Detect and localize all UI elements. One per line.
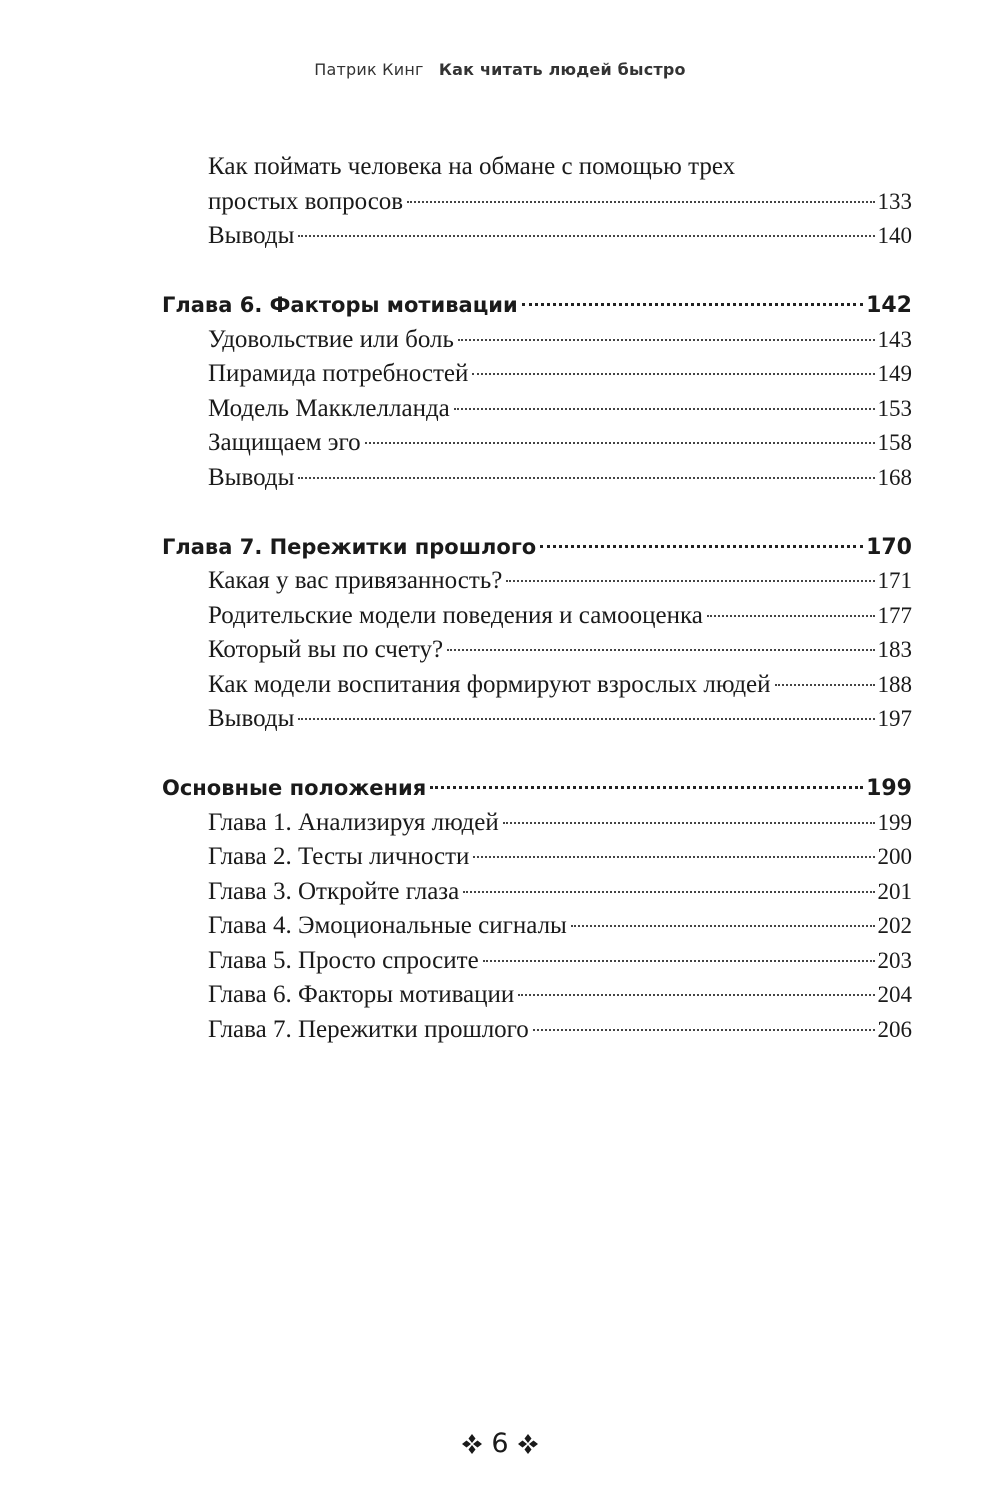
toc-entry[interactable] — [162, 323, 912, 358]
toc-entry[interactable] — [162, 978, 912, 1013]
dot-leader — [506, 580, 874, 582]
toc-entry-title: Глава 6. Факторы мотивации — [208, 981, 515, 1008]
toc-entry-title: Выводы — [208, 705, 295, 732]
toc-entry-page: 133 — [877, 188, 912, 214]
toc-entry[interactable] — [162, 702, 912, 737]
toc-entry-page: 188 — [877, 671, 912, 697]
toc-entry-page: 140 — [877, 223, 912, 248]
toc-entry-page: 202 — [877, 913, 912, 938]
page-folio — [0, 1428, 1000, 1459]
toc-entry-page: 158 — [877, 430, 912, 455]
dot-leader — [518, 994, 874, 996]
toc-entry-page: 203 — [877, 947, 912, 973]
dot-leader — [447, 649, 874, 651]
toc-entry-title: Выводы — [208, 222, 295, 249]
toc-entry-page: 200 — [877, 844, 912, 869]
toc-entry-page: 197 — [877, 706, 912, 731]
dot-leader — [522, 303, 863, 306]
toc-entry-title: Защищаем эго — [208, 429, 361, 456]
table-of-contents — [162, 150, 912, 1047]
toc-entry-title: Глава 5. Просто спросите — [208, 946, 479, 974]
toc-entry[interactable] — [162, 668, 912, 703]
toc-entry[interactable] — [162, 564, 912, 599]
page-number: 6 — [491, 1428, 509, 1459]
toc-entry[interactable] — [162, 633, 912, 668]
toc-entry[interactable] — [162, 392, 912, 427]
dot-leader — [458, 339, 875, 341]
running-head — [0, 60, 1000, 79]
dot-leader — [454, 408, 875, 410]
toc-entry-page: 149 — [877, 361, 912, 386]
dot-leader — [707, 615, 875, 617]
section-gap — [162, 495, 912, 530]
toc-entry-page: 204 — [877, 982, 912, 1007]
toc-entry-title: Глава 7. Пережитки прошлого — [208, 1015, 529, 1043]
toc-entry-title: Пирамида потребностей — [208, 360, 469, 387]
toc-entry-page: 143 — [877, 326, 912, 352]
toc-entry-title: Глава 4. Эмоциональные сигналы — [208, 912, 567, 939]
dot-leader — [775, 684, 875, 686]
toc-chapter-page: 142 — [866, 293, 912, 318]
dot-leader — [298, 477, 874, 479]
toc-entry-page: 153 — [877, 395, 912, 421]
running-head-book-title: Как читать людей быстро — [438, 60, 686, 79]
toc-entry-title: Выводы — [208, 463, 295, 491]
toc-entry-title: Какая у вас привязанность? — [208, 567, 503, 594]
dot-leader — [298, 718, 874, 720]
toc-chapter-title: Глава 6. Факторы мотивации — [162, 293, 518, 317]
toc-chapter-heading[interactable] — [162, 771, 912, 806]
toc-entry[interactable] — [162, 599, 912, 634]
toc-entry-page: 199 — [877, 809, 912, 835]
toc-entry-page: 183 — [877, 637, 912, 662]
four-diamond-ornament-icon — [461, 1433, 483, 1455]
toc-entry-page: 206 — [877, 1016, 912, 1042]
section-gap — [162, 737, 912, 772]
dot-leader — [503, 822, 875, 824]
toc-chapter-page: 199 — [866, 776, 912, 801]
dot-leader — [473, 856, 874, 858]
toc-entry-page: 171 — [877, 568, 912, 593]
dot-leader — [472, 373, 874, 375]
section-gap — [162, 254, 912, 289]
toc-entry-first-line: Как поймать человека на обмане с помощью трех — [208, 153, 736, 180]
toc-chapter-title: Основные положения — [162, 776, 427, 800]
toc-entry[interactable] — [162, 357, 912, 392]
toc-entry-title: Модель Макклелланда — [208, 394, 450, 422]
four-diamond-ornament-icon — [517, 1433, 539, 1455]
toc-entry-title: Глава 1. Анализируя людей — [208, 808, 499, 836]
dot-leader — [407, 201, 874, 203]
toc-entry-page: 168 — [877, 464, 912, 490]
toc-entry-title: Который вы по счету? — [208, 636, 444, 663]
running-head-author: Патрик Кинг — [314, 60, 424, 79]
toc-entry[interactable] — [162, 806, 912, 841]
toc-entry-title: Как модели воспитания формируют взрослых людей — [208, 670, 771, 698]
toc-entry[interactable] — [162, 219, 912, 254]
dot-leader — [365, 442, 875, 444]
toc-entry[interactable] — [162, 909, 912, 944]
toc-entry-title: Глава 2. Тесты личности — [208, 843, 470, 870]
dot-leader — [540, 545, 863, 548]
toc-entry[interactable] — [162, 1013, 912, 1048]
toc-chapter-heading[interactable] — [162, 530, 912, 565]
toc-entry[interactable] — [162, 944, 912, 979]
dot-leader — [483, 960, 875, 962]
toc-entry-title: простых вопросов — [208, 187, 404, 215]
toc-entry-page: 177 — [877, 602, 912, 628]
toc-entry-title: Удовольствие или боль — [208, 325, 454, 353]
toc-chapter-title: Глава 7. Пережитки прошлого — [162, 534, 537, 559]
toc-entry[interactable] — [162, 875, 912, 910]
toc-entry-title: Родительские модели поведения и самооценка — [208, 601, 703, 629]
dot-leader — [298, 235, 874, 237]
toc-entry[interactable] — [162, 185, 912, 220]
dot-leader — [430, 786, 863, 789]
toc-chapter-page: 170 — [866, 534, 912, 560]
toc-entry[interactable] — [162, 461, 912, 496]
toc-entry-title: Глава 3. Откройте глаза — [208, 877, 460, 905]
toc-entry-page: 201 — [877, 878, 912, 904]
toc-entry[interactable] — [162, 426, 912, 461]
dot-leader — [571, 925, 875, 927]
toc-chapter-heading[interactable] — [162, 288, 912, 323]
dot-leader — [463, 891, 874, 893]
toc-entry[interactable] — [162, 840, 912, 875]
dot-leader — [533, 1029, 875, 1031]
